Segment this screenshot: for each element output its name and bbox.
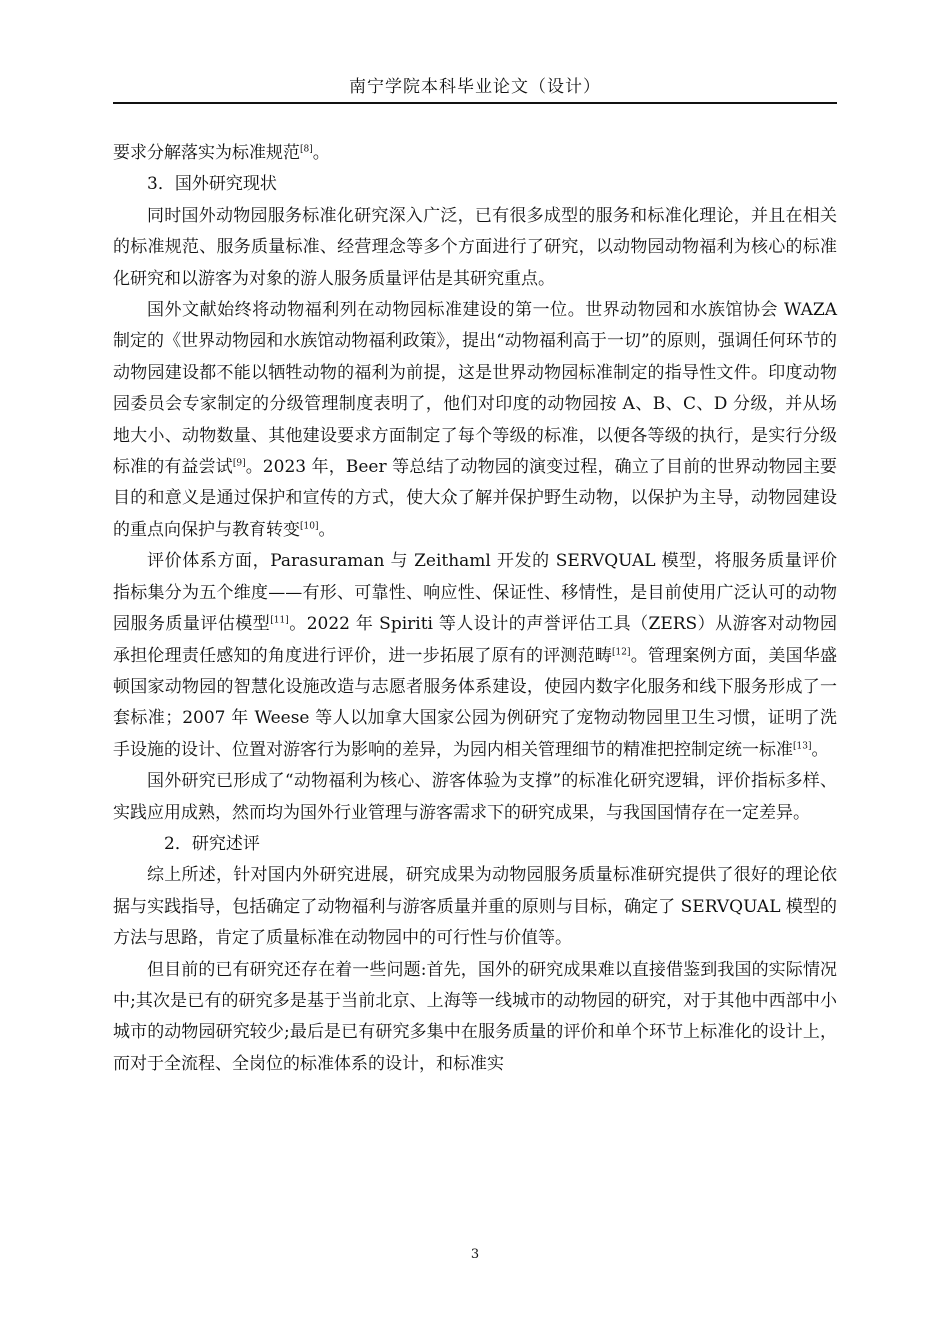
- section-heading-foreign-research: 3．国外研究现状: [147, 174, 277, 195]
- running-header: [113, 72, 837, 104]
- page-number: 3: [470, 1247, 480, 1262]
- section-heading-research-review: 2．研究述评: [164, 833, 260, 854]
- citation-ref: [10]: [300, 521, 319, 532]
- document-body: [113, 138, 837, 1080]
- running-header-title: 南宁学院本科毕业论文（设计）: [349, 77, 601, 97]
- paragraph: 国外文献始终将动物福利列在动物园标准建设的第一位。世界动物园和水族馆协会 WAZA 制定的《世界动物园和水族馆动物福利政策》，提出“动物福利高于一切”的原则，强调任何环节的动物园建设都不能以牺牲动物的福利为前提，这是世界动物园标准制定的指导性文件。印度动物园委员会专家制定的分级管理制度表明了，他们对印度的动物园按 A、B、C、D 分级，并从场地大小、动物数量、其他建设要求方面制定了每个等级的标准，以便各等级的执行，是实行分级标准的有益尝试[9]。2023 年，Beer 等总结了动物园的演变过程，确立了目前的世界动物园主要目的和意义是通过保护和宣传的方式，使大众了解并保护野生动物，以保护为主导，动物园建设的重点向保护与教育转变[10]。: [113, 300, 838, 540]
- paragraph: 但目前的已有研究还存在着一些问题:首先，国外的研究成果难以直接借鉴到我国的实际情况中;其次是已有的研究多是基于当前北京、上海等一线城市的动物园的研究，对于其他中西部中小城市的动物园研究较少;最后是已有研究多集中在服务质量的评价和单个环节上标准化的设计上，而对于全流程、全岗位的标准体系的设计，和标准实: [113, 959, 837, 1074]
- citation-ref: [12]: [612, 646, 631, 657]
- citation-ref: [9]: [232, 458, 246, 469]
- paragraph: 评价体系方面，Parasuraman 与 Zeithaml 开发的 SERVQUAL 模型，将服务质量评价指标集分为五个维度——有形、可靠性、响应性、保证性、移情性，是目前使用广泛认可的动物园服务质量评估模型[11]。2022 年 Spiriti 等人设计的声誉评估工具（ZERS）从游客对动物园承担伦理责任感知的角度进行评价，进一步拓展了原有的评测范畴[12]。管理案例方面，美国华盛顿国家动物园的智慧化设施改造与志愿者服务体系建设，使园内数字化服务和线下服务形成了一套标准；2007 年 Weese 等人以加拿大国家公园为例研究了宠物动物园里卫生习惯，证明了洗手设施的设计、位置对游客行为影响的差异，为园内相关管理细节的精准把控制定统一标准[13]。: [113, 551, 838, 760]
- paragraph: 同时国外动物园服务标准化研究深入广泛，已有很多成型的服务和标准化理论，并且在相关的标准规范、服务质量标准、经营理念等多个方面进行了研究，以动物园动物福利为核心的标准化研究和以游客为对象的游人服务质量评估是其研究重点。: [113, 205, 837, 289]
- paragraph: 综上所述，针对国内外研究进展，研究成果为动物园服务质量标准研究提供了很好的理论依据与实践指导，包括确定了动物福利与游客质量并重的原则与目标，确定了 SERVQUAL 模型的方法与思路，肯定了质量标准在动物园中的可行性与价值等。: [113, 865, 837, 949]
- paragraph: 国外研究已形成了“动物福利为核心、游客体验为支撑”的标准化研究逻辑，评价指标多样、实践应用成熟，然而均为国外行业管理与游客需求下的研究成果，与我国国情存在一定差异。: [113, 771, 837, 823]
- paragraph-continuation: 要求分解落实为标准规范[8]。: [113, 143, 330, 163]
- citation-ref: [13]: [793, 741, 812, 752]
- citation-ref: [8]: [300, 144, 313, 155]
- citation-ref: [11]: [270, 615, 289, 626]
